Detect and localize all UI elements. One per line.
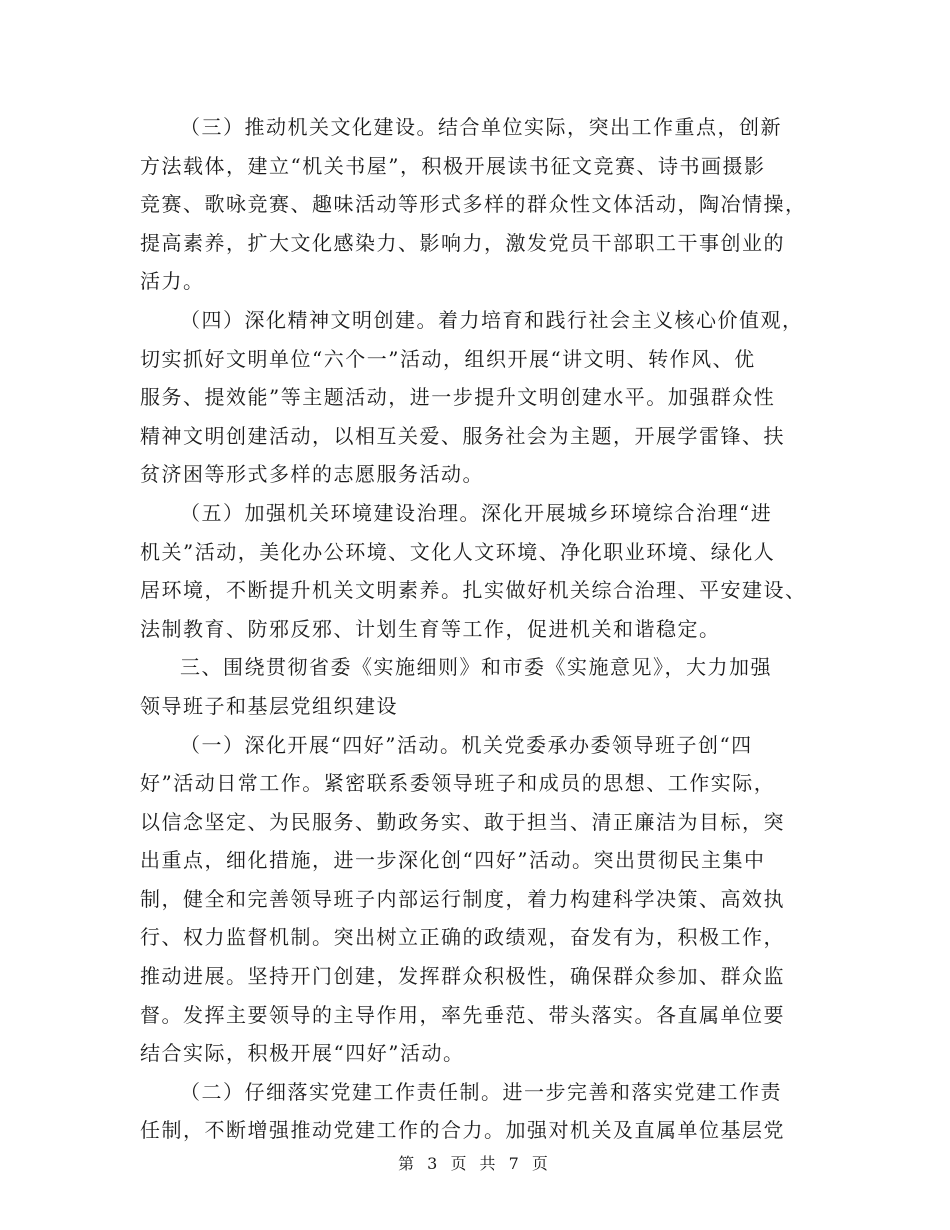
text-line: 活力。 xyxy=(140,269,205,294)
section-heading-three xyxy=(140,648,820,725)
paragraph-four-good-activity xyxy=(140,726,820,1073)
text-line: （五）加强机关环境建设治理。深化开展城乡环境综合治理“进 xyxy=(180,500,773,525)
text-line: （四）深化精神文明创建。着力培育和践行社会主义核心价值观， xyxy=(180,307,804,332)
text-line: 行、权力监督机制。突出树立正确的政绩观，奋发有为，积极工作， xyxy=(140,925,785,950)
text-line: （二）仔细落实党建工作责任制。进一步完善和落实党建工作责 xyxy=(180,1079,782,1104)
document-body xyxy=(140,108,820,1150)
text-line: 制，健全和完善领导班子内部运行制度，着力构建科学决策、高效执 xyxy=(140,886,785,911)
text-line: 竞赛、歌咏竞赛、趣味活动等形式多样的群众性文体活动，陶冶情操， xyxy=(140,192,807,217)
text-line: 结合实际，积极开展“四好”活动。 xyxy=(140,1041,465,1066)
text-line: 贫济困等形式多样的志愿服务活动。 xyxy=(140,462,484,487)
text-line: 好”活动日常工作。紧密联系委领导班子和成员的思想、工作实际， xyxy=(140,771,776,796)
paragraph-culture-building xyxy=(140,108,820,301)
text-line: 以信念坚定、为民服务、勤政务实、敢于担当、清正廉洁为目标，突 xyxy=(140,809,785,834)
section-heading-line: 领导班子和基层党组织建设 xyxy=(140,693,398,718)
text-line: （一）深化开展“四好”活动。机关党委承办委领导班子创“四 xyxy=(180,732,753,757)
page-number-footer: 第 3 页 共 7 页 xyxy=(398,1154,552,1173)
text-line: 服务、提效能”等主题活动，进一步提升文明创建水平。加强群众性 xyxy=(140,385,776,410)
text-line: 机关”活动，美化办公环境、文化人文环境、净化职业环境、绿化人 xyxy=(140,539,776,564)
paragraph-civilization-creation xyxy=(140,301,820,494)
text-line: 法制教育、防邪反邪、计划生育等工作，促进机关和谐稳定。 xyxy=(140,616,721,641)
text-line: 任制，不断增强推动党建工作的合力。加强对机关及直属单位基层党 xyxy=(140,1118,785,1143)
text-line: 督。发挥主要领导的主导作用，率先垂范、带头落实。各直属单位要 xyxy=(140,1002,785,1027)
text-line: 居环境，不断提升机关文明素养。扎实做好机关综合治理、平安建设、 xyxy=(140,578,807,603)
section-heading-line: 三、围绕贯彻省委《实施细则》和市委《实施意见》，大力加强 xyxy=(180,655,772,680)
text-line: 切实抓好文明单位“六个一”活动，组织开展“讲文明、转作风、优 xyxy=(140,346,756,371)
text-line: 提高素养，扩大文化感染力、影响力，激发党员干部职工干事创业的 xyxy=(140,230,785,255)
paragraph-responsibility-system xyxy=(140,1073,820,1150)
text-line: （三）推动机关文化建设。结合单位实际，突出工作重点，创新 xyxy=(180,115,782,139)
text-line: 精神文明创建活动，以相互关爱、服务社会为主题，开展学雷锋、扶 xyxy=(140,423,785,448)
text-line: 出重点，细化措施，进一步深化创“四好”活动。突出贯彻民主集中 xyxy=(140,848,766,873)
text-line: 推动进展。坚持开门创建，发挥群众积极性，确保群众参加、群众监 xyxy=(140,964,785,989)
text-line: 方法载体，建立“机关书屋”，积极开展读书征文竞赛、诗书画摄影 xyxy=(140,153,766,178)
paragraph-environment-governance xyxy=(140,494,820,648)
